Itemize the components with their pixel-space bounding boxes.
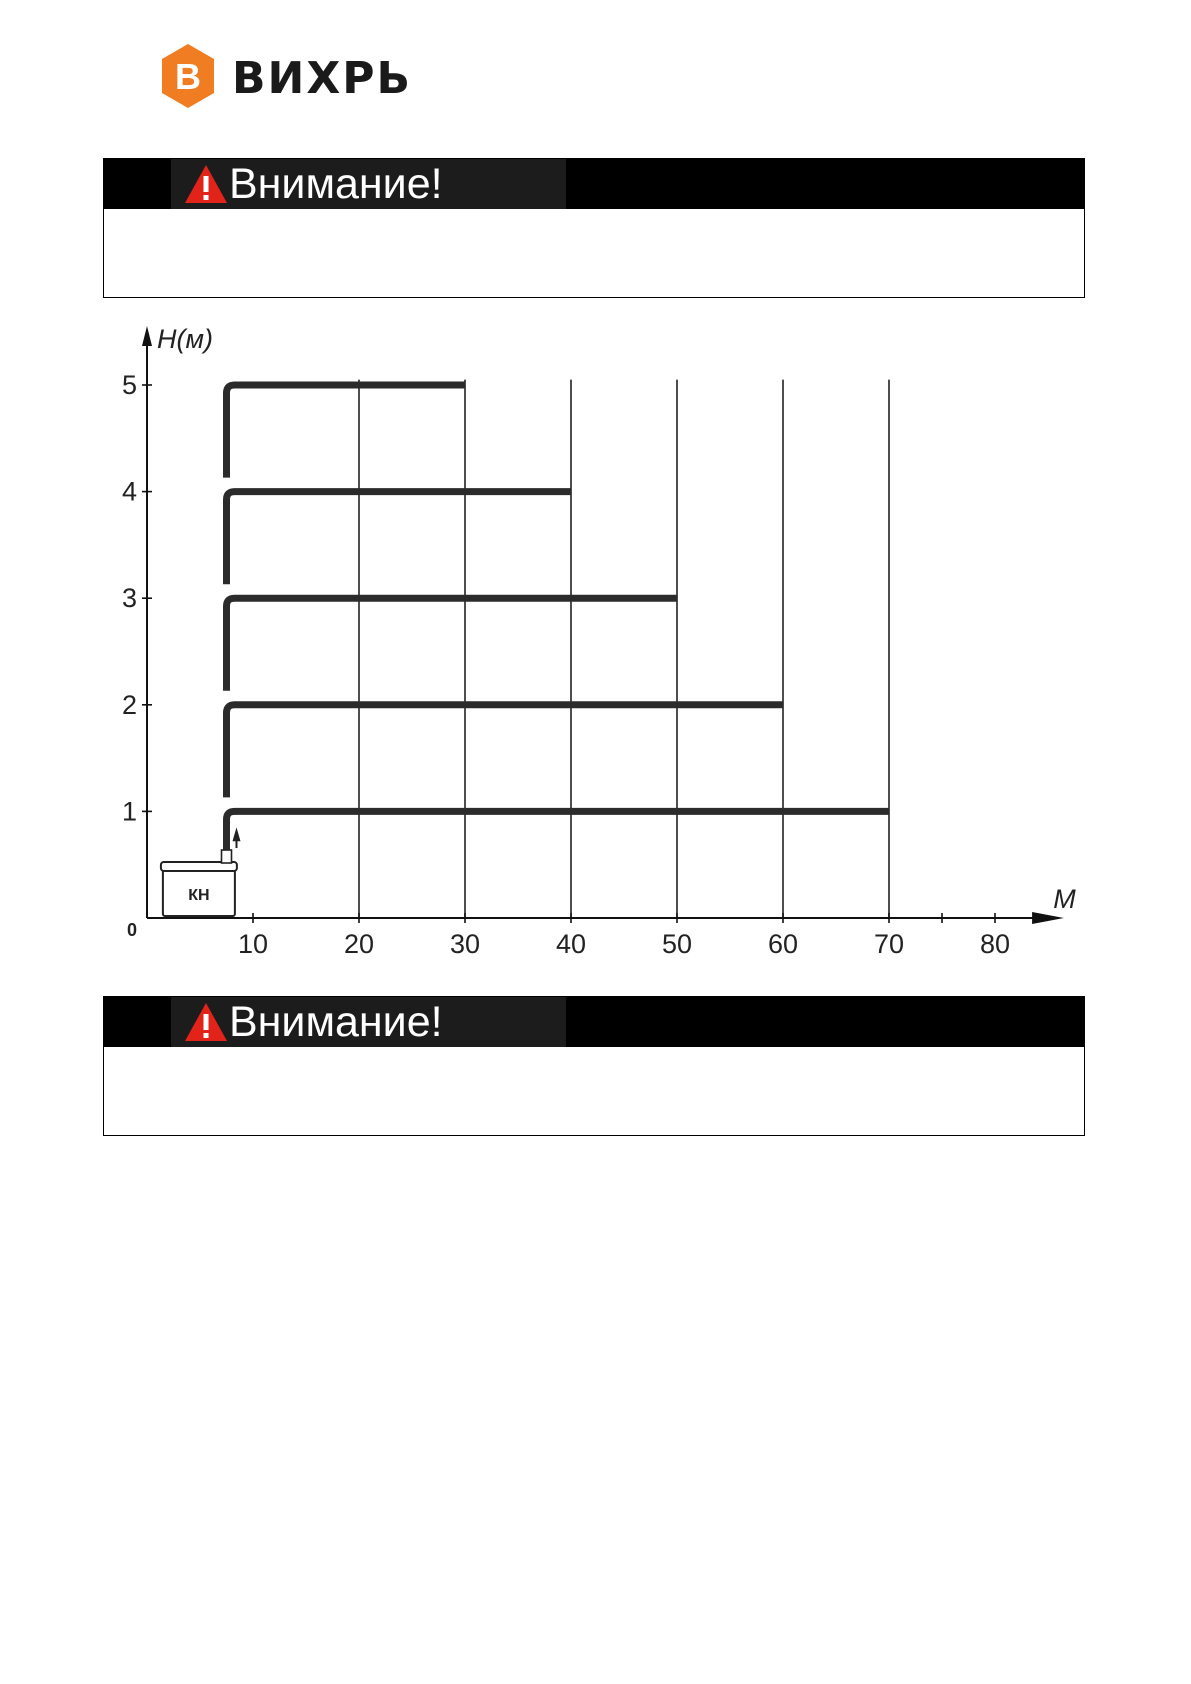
pipe-run-3m (227, 598, 678, 691)
logo-letter: В (175, 56, 201, 97)
warning-body (104, 1047, 1084, 1135)
warning-label (171, 159, 566, 209)
chart-axes (142, 326, 1064, 924)
x-tick-label: 20 (343, 929, 375, 959)
x-tick-label: 10 (237, 929, 269, 959)
chart-series (227, 385, 890, 906)
pipe-run-5m (227, 385, 466, 478)
flow-arrow-head (233, 827, 241, 841)
warning-title: Внимание! (229, 160, 443, 208)
origin-label: 0 (126, 920, 137, 940)
warning-box (103, 996, 1085, 1136)
logo-wordmark: ВИХРЬ (232, 53, 413, 104)
x-tick-label: 40 (555, 929, 587, 959)
warning-label (171, 997, 566, 1047)
pipe-run-4m (227, 492, 572, 585)
x-axis-title: М (1053, 884, 1076, 914)
y-tick-label: 5 (121, 370, 137, 400)
x-tick-label: 60 (767, 929, 799, 959)
brand-logo (160, 42, 450, 112)
warning-body (104, 209, 1084, 297)
x-tick-label: 70 (873, 929, 905, 959)
warning-header (104, 997, 1084, 1047)
pipe-run-2m (227, 705, 784, 798)
x-tick-label: 80 (979, 929, 1011, 959)
y-tick-label: 4 (121, 476, 137, 507)
warning-header (104, 159, 1084, 209)
pipe-length-chart (100, 320, 1090, 970)
y-axis-arrow (142, 326, 152, 346)
chart-labels (122, 324, 1076, 959)
pump-label: КН (188, 887, 210, 904)
y-tick-label: 1 (121, 796, 137, 827)
brand-logo-mark (160, 42, 450, 112)
chart-grid (359, 380, 889, 918)
warning-icon (183, 1001, 229, 1043)
y-axis-title: H(м) (157, 324, 213, 354)
y-tick-label: 3 (121, 583, 137, 614)
x-tick-label: 50 (661, 929, 693, 959)
x-tick-label: 30 (449, 929, 481, 959)
pipe-run-1m (227, 811, 890, 906)
warning-icon (183, 163, 229, 205)
y-tick-label: 2 (121, 689, 137, 720)
pump-outlet (222, 850, 232, 863)
warning-title: Внимание! (229, 998, 443, 1046)
warning-box (103, 158, 1085, 298)
